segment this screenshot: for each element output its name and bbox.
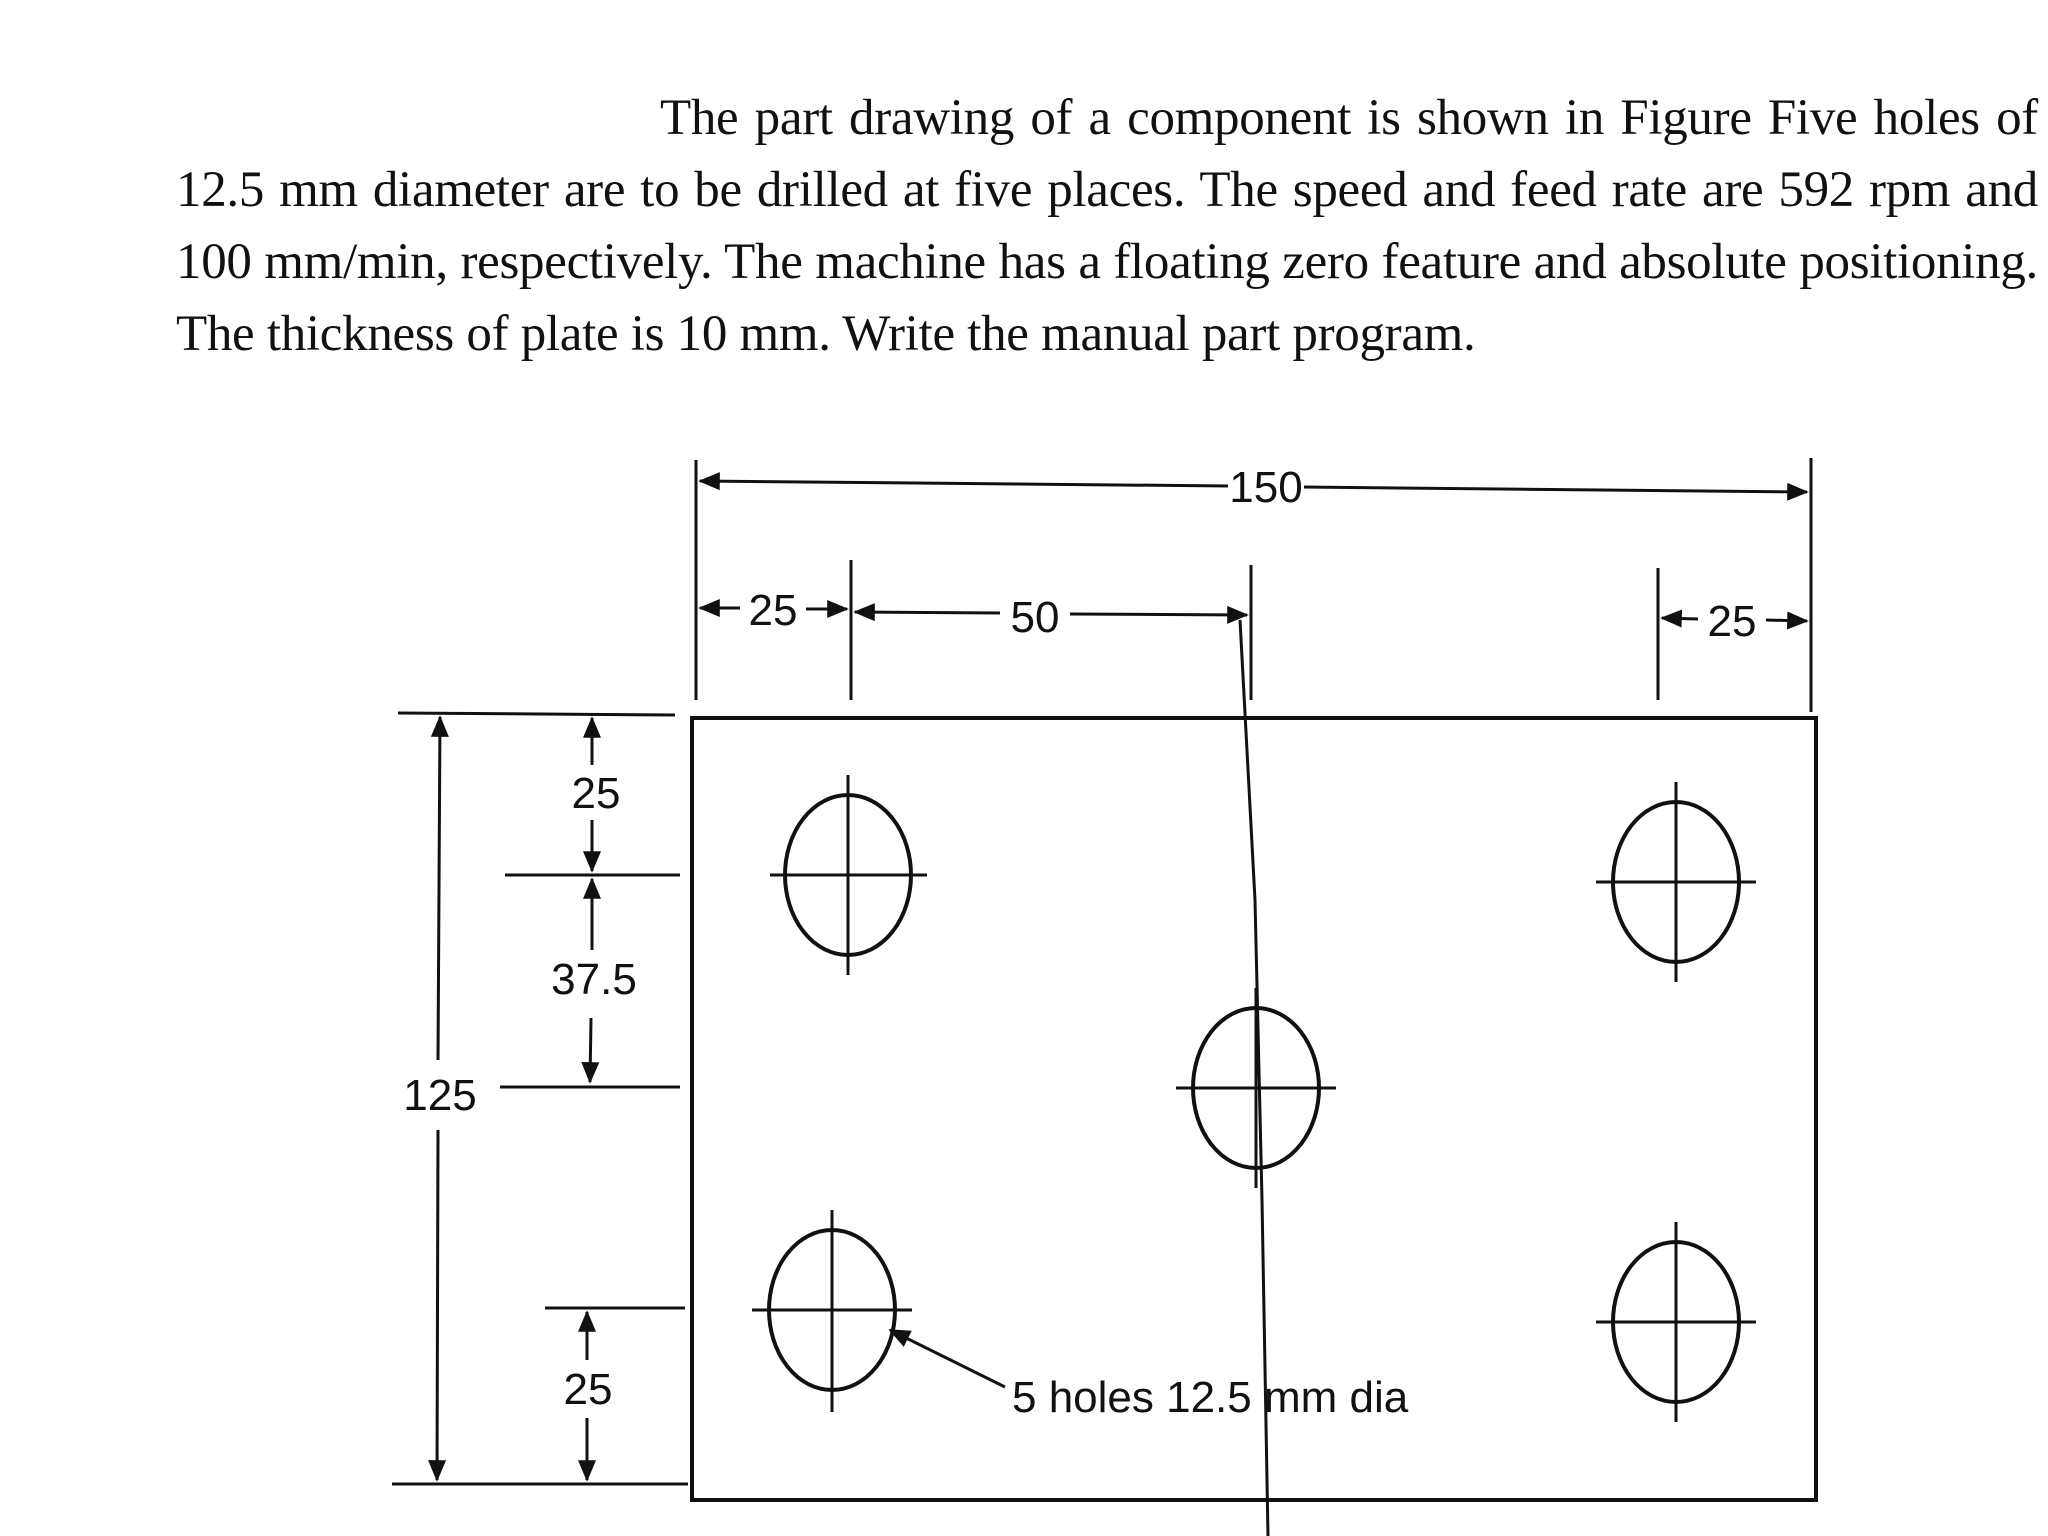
dimension-line-150 bbox=[1302, 487, 1807, 492]
hole-top-right bbox=[1596, 782, 1756, 982]
dimension-label-150: 150 bbox=[1229, 463, 1303, 512]
callout-leader bbox=[890, 1330, 1005, 1387]
dimension-label-25-top: 25 bbox=[571, 769, 621, 818]
dimension-line-125 bbox=[438, 717, 440, 1060]
dimension-label-25-bottom: 25 bbox=[563, 1365, 613, 1414]
dimension-line-25-right bbox=[1662, 618, 1698, 619]
dimension-line-125 bbox=[437, 1130, 438, 1480]
hole-top-left bbox=[770, 775, 927, 975]
problem-statement: The part drawing of a component is shown in Figure Five holes of 12.5 mm diameter are to be drilled at five places. The speed and feed rate are 592 rpm and 100 mm/min, respectively. The machine has a floating zero feature and absolute positioning. The thickness of plate is 10 mm. Write the manual part program. bbox=[176, 90, 2038, 362]
dimension-label-25-right: 25 bbox=[1707, 597, 1757, 646]
dimension-line-150 bbox=[700, 481, 1230, 486]
callout-label: 5 holes 12.5 mm dia bbox=[1012, 1373, 1409, 1422]
dimension-label-37-5: 37.5 bbox=[551, 955, 637, 1004]
extension-line bbox=[398, 713, 675, 715]
dimension-label-25-left: 25 bbox=[748, 586, 798, 635]
dimension-label-125: 125 bbox=[403, 1071, 477, 1120]
hole-bottom-right bbox=[1596, 1222, 1756, 1422]
hole-center bbox=[1176, 988, 1336, 1188]
dimension-line-37-5 bbox=[590, 1018, 591, 1082]
dimension-line-50 bbox=[855, 612, 1000, 613]
dimension-line-50 bbox=[1070, 614, 1247, 615]
dimension-label-50: 50 bbox=[1010, 593, 1060, 642]
hole-bottom-left bbox=[752, 1210, 912, 1412]
dimension-line-25-right bbox=[1766, 620, 1807, 621]
